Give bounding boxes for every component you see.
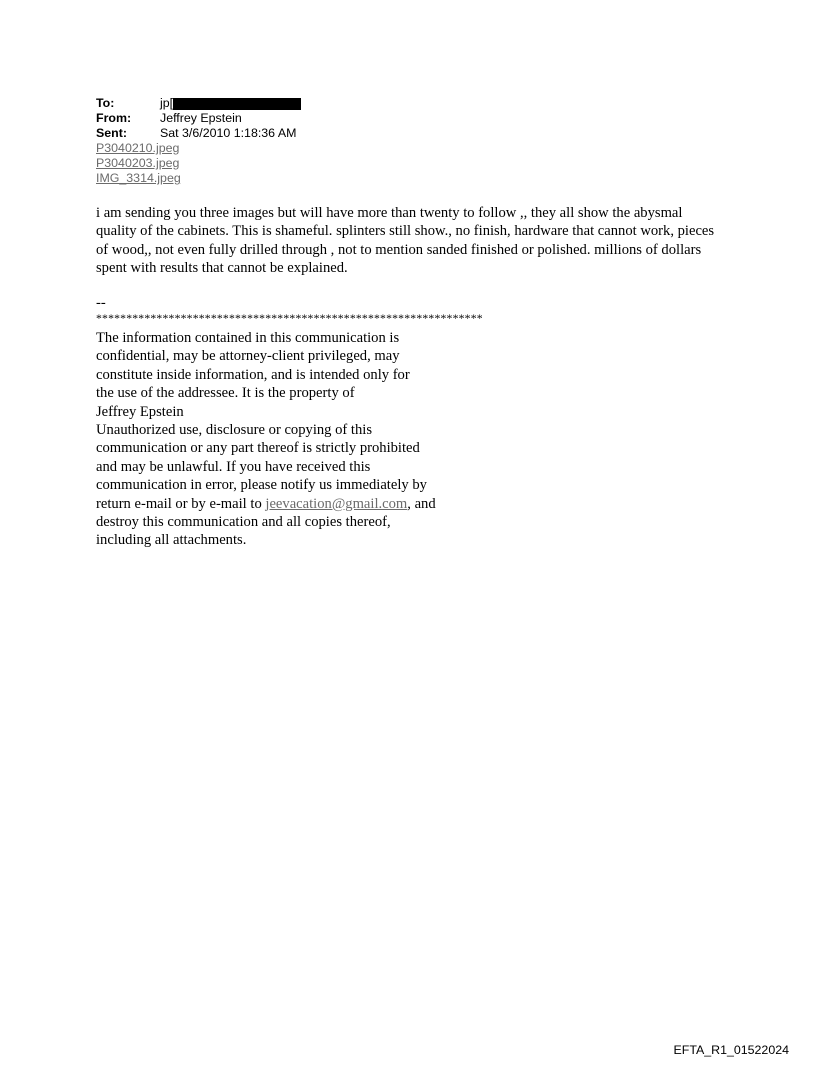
from-row: [96, 111, 301, 126]
to-value: jp[: [160, 96, 174, 110]
disclaimer-line: confidential, may be attorney-client privileged, may: [96, 348, 400, 365]
document-id: EFTA_R1_01522024: [673, 1043, 789, 1057]
disclaimer-line: including all attachments.: [96, 532, 247, 549]
redaction-bar: [173, 98, 301, 110]
to-label: To:: [96, 96, 115, 110]
from-value: Jeffrey Epstein: [160, 111, 242, 125]
from-label: From:: [96, 111, 132, 125]
signature-separator: --: [96, 295, 106, 311]
disclaimer-line: Unauthorized use, disclosure or copying of this: [96, 421, 373, 438]
asterisk-divider: ****************************************************************: [96, 312, 483, 325]
sent-row: [96, 126, 301, 141]
disclaimer-line: Jeffrey Epstein: [96, 403, 184, 420]
sent-label: Sent:: [96, 126, 127, 140]
disclaimer-line: communication in error, please notify us immediately by: [96, 477, 427, 494]
signature-block: [96, 295, 596, 550]
attachment-link[interactable]: IMG_3314.jpeg: [96, 171, 181, 185]
disclaimer-line: the use of the addressee. It is the property of: [96, 385, 355, 402]
disclaimer-line: communication or any part thereof is strictly prohibited: [96, 440, 420, 457]
return-line-prefix: return e-mail or by e-mail to: [96, 495, 266, 512]
disclaimer-return-line: [96, 495, 596, 513]
return-line-suffix: , and: [407, 495, 436, 512]
disclaimer-line: and may be unlawful. If you have received this: [96, 458, 371, 475]
attachment-link[interactable]: P3040210.jpeg: [96, 141, 180, 155]
disclaimer-line: The information contained in this communication is: [96, 330, 400, 346]
disclaimer-line: constitute inside information, and is intended only for: [96, 366, 410, 383]
to-row: [96, 96, 301, 111]
sent-value: Sat 3/6/2010 1:18:36 AM: [160, 126, 297, 140]
email-link[interactable]: jeevacation@gmail.com: [265, 495, 408, 512]
body-paragraph: i am sending you three images but will have more than twenty to follow ,, they all show the abysmal quality of the cabinets. This is shameful. splinters still show., no finish, hardware that cannot work, pieces of wood,, not even fully drilled through , not to mention sanded finished or polished. millions of dollars spent with results that cannot be explained.: [96, 205, 715, 276]
disclaimer-line: destroy this communication and all copies thereof,: [96, 513, 391, 530]
attachment-link[interactable]: P3040203.jpeg: [96, 156, 180, 170]
confidentiality-disclaimer: [96, 329, 596, 550]
email-header: [96, 96, 301, 186]
email-body: [96, 204, 716, 277]
